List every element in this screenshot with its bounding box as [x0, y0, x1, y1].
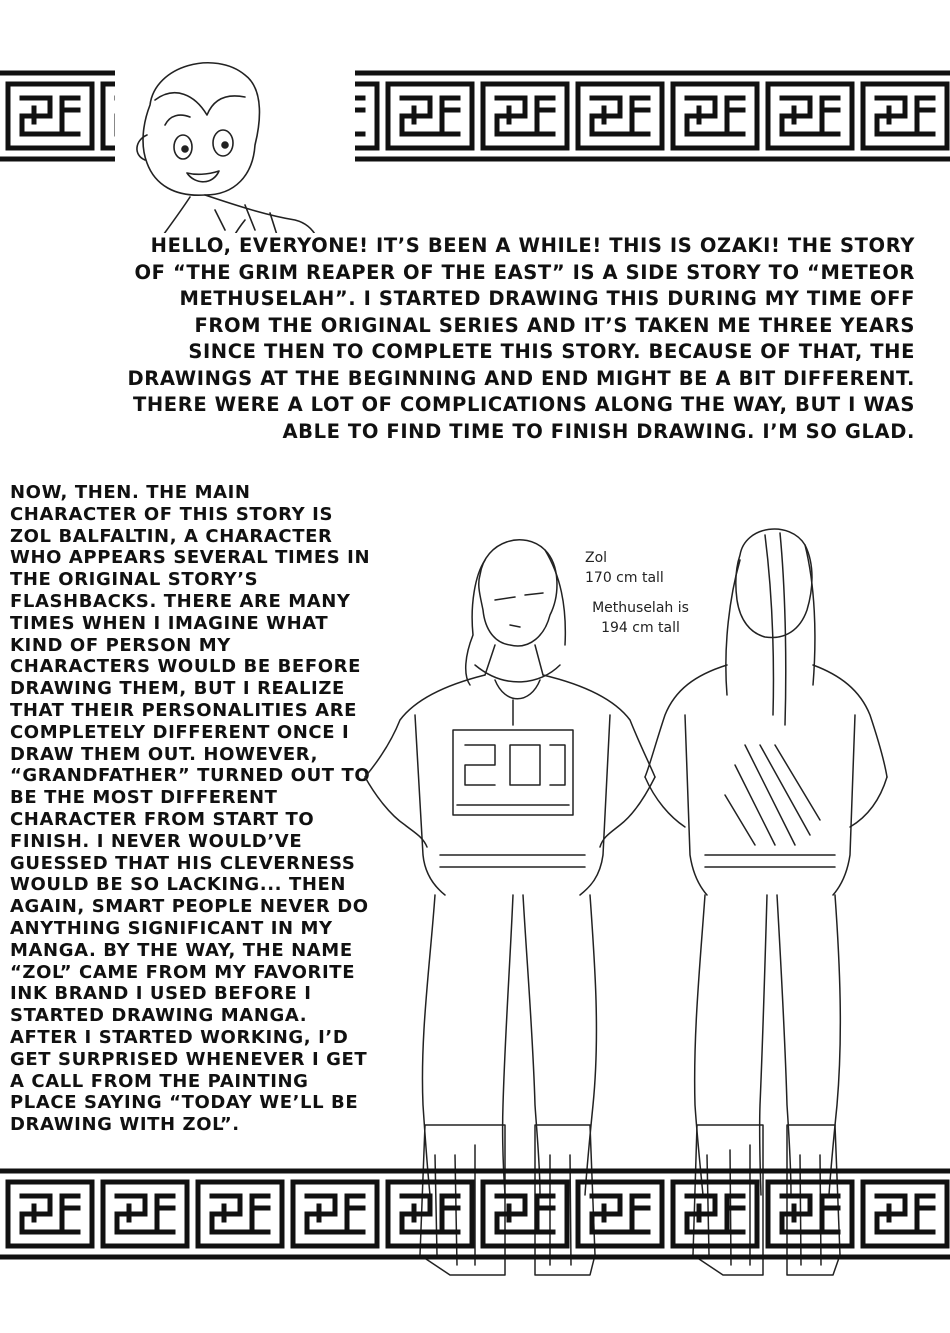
- main-paragraph: NOW, THEN. THE MAIN CHARACTER OF THIS STORY IS ZOL BALFALTIN, A CHARACTER WHO APPEARS SEVERAL TIMES IN THE ORIGINAL STORY’S FLASHBACKS. THERE ARE MANY TIMES WHEN I IMAGINE WHAT KIND OF PERSON MY CHARACTERS WOULD BE BEFORE DRAWING THEM, BUT I REALIZE THAT THEIR PERSONALITIES ARE COMPLETELY DIFFERENT ONCE I DRAW THEM OUT. HOWEVER, “GRANDFATHER” TURNED OUT TO BE THE MOST DIFFERENT CHARACTER FROM START TO FINISH. I NEVER WOULD’VE GUESSED THAT HIS CLEVERNESS WOULD BE SO LACKING... THEN AGAIN, SMART PEOPLE NEVER DO ANYTHING SIGNIFICANT IN MY MANGA. BY THE WAY, THE NAME “ZOL” CAME FROM MY FAVORITE INK BRAND I USED BEFORE I STARTED DRAWING MANGA. AFTER I STARTED WORKING, I’D GET SURPRISED WHENEVER I GET A CALL FROM THE PAINTING PLACE SAYING “TODAY WE’LL BE DRAWING WITH ZOL”.: [10, 482, 371, 1136]
- intro-paragraph: HELLO, EVERYONE! IT’S BEEN A WHILE! THIS IS OZAKI! THE STORY OF “THE GRIM REAPER OF THE EAST” IS A SIDE STORY TO “METEOR METHUSELAH”. I STARTED DRAWING THIS DURING MY TIME OFF FROM THE ORIGINAL SERIES AND IT’S TAKEN ME THREE YEARS SINCE THEN TO COMPLETE THIS STORY. BECAUSE OF THAT, THE DRAWINGS AT THE BEGINNING AND END MIGHT BE A BIT DIFFERENT. THERE WERE A LOT OF COMPLICATIONS ALONG THE WAY, BUT I WAS ABLE TO FIND TIME TO FINISH DRAWING. I’M SO GLAD.: [120, 233, 915, 445]
- methuselah-name: Methuselah is: [592, 600, 689, 616]
- zol-height: 170 cm tall: [585, 570, 664, 586]
- methuselah-height: 194 cm tall: [601, 620, 680, 636]
- zol-name: Zol: [585, 550, 608, 566]
- zol-height-note: [585, 548, 690, 588]
- methuselah-height-note: [583, 598, 698, 638]
- bottom-lattice-border: [0, 1168, 950, 1260]
